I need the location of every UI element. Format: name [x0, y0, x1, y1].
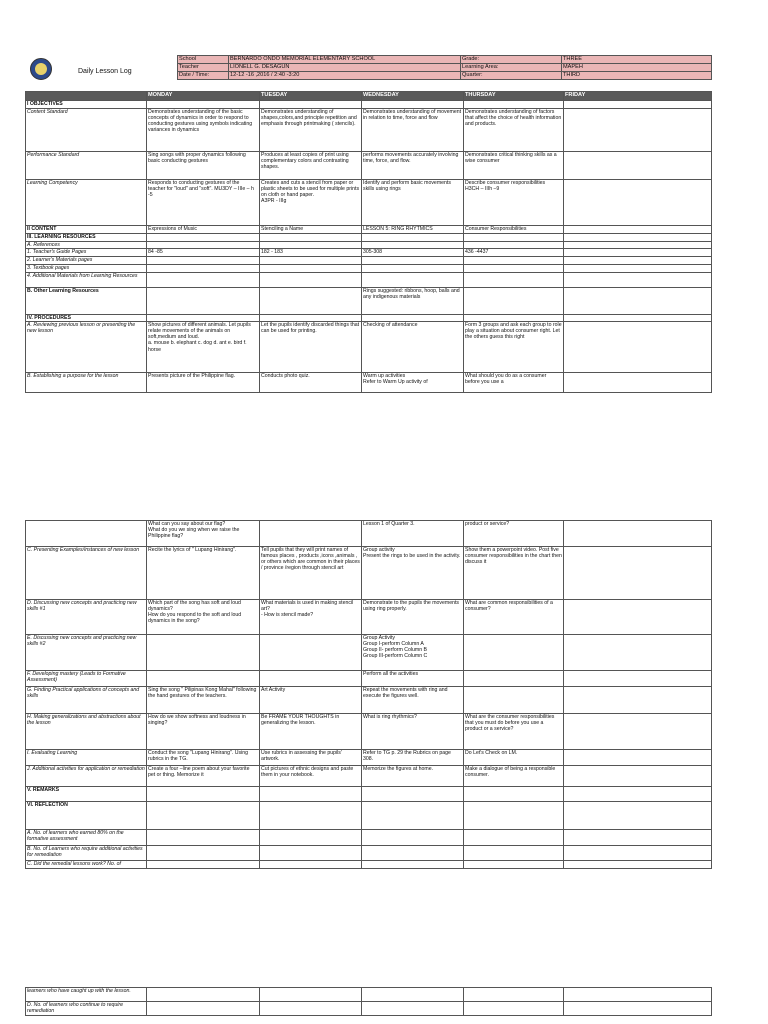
- cell-monday: [147, 830, 260, 846]
- header-blank-cell: [26, 92, 147, 101]
- row-label: Learning Competency: [26, 180, 147, 226]
- cell-monday: Presents picture of the Philippine flag.: [147, 373, 260, 393]
- cell-friday: [564, 242, 712, 249]
- cell-tuesday: [260, 521, 362, 547]
- date-label: Date / Time:: [178, 72, 229, 80]
- cell-monday: [147, 265, 260, 273]
- cell-friday: [564, 226, 712, 234]
- cell-friday: [564, 234, 712, 242]
- cell-friday: [564, 787, 712, 802]
- row-label: E. Discussing new concepts and practicing new skills #2: [26, 635, 147, 671]
- table-row: [26, 846, 712, 861]
- cell-wednesday: [362, 830, 464, 846]
- lesson-table-page-3: [25, 987, 711, 1016]
- row-label: C. Did the remedial lessons work? No. of: [26, 861, 147, 869]
- row-label: D. Discussing new concepts and practicing new skills #1: [26, 600, 147, 635]
- cell-wednesday: [362, 802, 464, 830]
- cell-tuesday: [260, 988, 362, 1002]
- cell-tuesday: [260, 288, 362, 315]
- cell-thursday: Demonstrates critical thinking skills as a wise consumer: [464, 152, 564, 180]
- cell-thursday: Do Let's Check on LM.: [464, 750, 564, 766]
- day-header-row: [26, 92, 712, 101]
- cell-friday: [564, 547, 712, 600]
- table-row: [26, 109, 712, 152]
- row-label: V. REMARKS: [26, 787, 147, 802]
- cell-tuesday: Let the pupils identify discarded things that can be used for printing.: [260, 322, 362, 373]
- cell-wednesday: [362, 1002, 464, 1016]
- cell-thursday: [464, 265, 564, 273]
- cell-monday: [147, 101, 260, 109]
- table-row: [26, 750, 712, 766]
- row-label: II CONTENT: [26, 226, 147, 234]
- day-header-wednesday: WEDNESDAY: [362, 92, 464, 101]
- cell-tuesday: [260, 635, 362, 671]
- cell-friday: [564, 1002, 712, 1016]
- cell-friday: [564, 152, 712, 180]
- cell-friday: [564, 750, 712, 766]
- cell-wednesday: Lesson 1 of Quarter 3.: [362, 521, 464, 547]
- cell-monday: Create a four –line poem about your favorite pet or thing. Memorize it: [147, 766, 260, 787]
- row-label: 1. Teacher's Guide Pages: [26, 249, 147, 257]
- cell-friday: [564, 521, 712, 547]
- cell-monday: Sing the song " Pilipinas Kong Mahal" following the hand gestures of the teachers.: [147, 687, 260, 714]
- row-label: Content Standard: [26, 109, 147, 152]
- document-title: Daily Lesson Log: [78, 68, 132, 75]
- table-row: [26, 521, 712, 547]
- cell-thursday: [464, 861, 564, 869]
- cell-tuesday: [260, 315, 362, 322]
- cell-thursday: What are the consumer responsibilities that you must do before you use a product or a service?: [464, 714, 564, 750]
- cell-thursday: [464, 787, 564, 802]
- cell-wednesday: Checking of attendance: [362, 322, 464, 373]
- table-row: [26, 373, 712, 393]
- cell-wednesday: [362, 101, 464, 109]
- cell-monday: What can you say about our flag? What do you we sing when we raise the Philippine flag?: [147, 521, 260, 547]
- cell-friday: [564, 846, 712, 861]
- table-row: [26, 101, 712, 109]
- cell-friday: [564, 109, 712, 152]
- table-row: [26, 234, 712, 242]
- cell-friday: [564, 322, 712, 373]
- table-row: [26, 265, 712, 273]
- table-row: [26, 273, 712, 288]
- cell-wednesday: Group Activity Group I-perform Column A Group II- perform Column B Group III-perform Column C: [362, 635, 464, 671]
- cell-tuesday: [260, 787, 362, 802]
- cell-monday: Expressions of Music: [147, 226, 260, 234]
- cell-monday: [147, 1002, 260, 1016]
- teacher-label: Teacher: [178, 64, 229, 72]
- cell-tuesday: [260, 273, 362, 288]
- table-row: [26, 152, 712, 180]
- cell-monday: [147, 671, 260, 687]
- cell-wednesday: What is ring rhythmics?: [362, 714, 464, 750]
- table-row: [26, 802, 712, 830]
- cell-wednesday: [362, 787, 464, 802]
- row-label: A. No. of learners who earned 80% on the formative assessment: [26, 830, 147, 846]
- cell-wednesday: Repeat the movements with ring and execute the figures well.: [362, 687, 464, 714]
- cell-thursday: [464, 101, 564, 109]
- cell-thursday: [464, 846, 564, 861]
- row-label: 3. Textbook pages: [26, 265, 147, 273]
- cell-thursday: [464, 671, 564, 687]
- row-label: IV. PROCEDURES: [26, 315, 147, 322]
- cell-monday: [147, 787, 260, 802]
- cell-monday: [147, 288, 260, 315]
- cell-tuesday: Use rubrics in assessing the pupils' artwork.: [260, 750, 362, 766]
- learning-area-value: MAPEH: [562, 64, 712, 72]
- cell-tuesday: [260, 101, 362, 109]
- cell-tuesday: Art Activity: [260, 687, 362, 714]
- learning-area-label: Learning Area:: [461, 64, 562, 72]
- row-label: B. Establishing a purpose for the lesson: [26, 373, 147, 393]
- deped-seal-logo: [30, 58, 52, 80]
- cell-monday: Recite the lyrics of " Lupang Hinirang".: [147, 547, 260, 600]
- cell-wednesday: Demonstrates understanding of movement in relation to time, force and flow: [362, 109, 464, 152]
- cell-wednesday: [362, 861, 464, 869]
- row-label: [26, 521, 147, 547]
- cell-friday: [564, 687, 712, 714]
- quarter-label: Quarter:: [461, 72, 562, 80]
- row-label: G. Finding Practical applications of concepts and skills: [26, 687, 147, 714]
- cell-thursday: [464, 288, 564, 315]
- cell-wednesday: Memorize the figures at home.: [362, 766, 464, 787]
- cell-friday: [564, 265, 712, 273]
- cell-thursday: [464, 635, 564, 671]
- lesson-table-page-2: [25, 520, 711, 869]
- cell-monday: Which part of the song has soft and loud dynamics? How do you respond to the soft and loud dynamics in the song?: [147, 600, 260, 635]
- cell-wednesday: Perform all the activities: [362, 671, 464, 687]
- cell-friday: [564, 988, 712, 1002]
- table-row: [26, 787, 712, 802]
- table-row: [26, 988, 712, 1002]
- table-row: [26, 180, 712, 226]
- cell-thursday: Make a dialogue of being a responsible consumer.: [464, 766, 564, 787]
- table-row: [26, 226, 712, 234]
- cell-tuesday: [260, 234, 362, 242]
- grade-value: THREE: [562, 56, 712, 64]
- cell-monday: [147, 861, 260, 869]
- cell-wednesday: performs movements accurately involving time, force, and flow.: [362, 152, 464, 180]
- cell-wednesday: [362, 846, 464, 861]
- school-value: BERNARDO ONDO MEMORIAL ELEMENTARY SCHOOL: [229, 56, 461, 64]
- cell-friday: [564, 315, 712, 322]
- cell-monday: Conduct the song "Lupang Hinirang". Using rubrics in the TG.: [147, 750, 260, 766]
- table-row: [26, 687, 712, 714]
- cell-wednesday: [362, 315, 464, 322]
- quarter-value: THIRD: [562, 72, 712, 80]
- cell-monday: 84 -85: [147, 249, 260, 257]
- cell-wednesday: 305-308: [362, 249, 464, 257]
- cell-friday: [564, 802, 712, 830]
- cell-monday: [147, 242, 260, 249]
- cell-tuesday: Be FRAME YOUR THOUGHTS in generalizing the lesson.: [260, 714, 362, 750]
- cell-tuesday: 182 - 183: [260, 249, 362, 257]
- cell-thursday: [464, 234, 564, 242]
- cell-friday: [564, 101, 712, 109]
- table-row: [26, 242, 712, 249]
- table-row: [26, 322, 712, 373]
- cell-wednesday: Warm up activities Refer to Warm Up activity of: [362, 373, 464, 393]
- cell-thursday: [464, 988, 564, 1002]
- cell-tuesday: Demonstrates understanding of shapes,colors,and principle repetition and emphasis through printmaking ( stencils).: [260, 109, 362, 152]
- cell-friday: [564, 273, 712, 288]
- cell-tuesday: Stenciling a Name: [260, 226, 362, 234]
- cell-monday: [147, 273, 260, 288]
- cell-tuesday: [260, 802, 362, 830]
- cell-tuesday: [260, 830, 362, 846]
- cell-thursday: [464, 1002, 564, 1016]
- cell-tuesday: What materials is used in making stencil art? - How is stencil made?: [260, 600, 362, 635]
- cell-thursday: [464, 242, 564, 249]
- table-row: [26, 288, 712, 315]
- table-row: [26, 547, 712, 600]
- cell-friday: [564, 257, 712, 265]
- row-label: B. No. of Learners who require additional activities for remediation: [26, 846, 147, 861]
- cell-thursday: What are common responsibilities of a consumer?: [464, 600, 564, 635]
- cell-wednesday: LESSON 5: RING RHYTMICS: [362, 226, 464, 234]
- cell-wednesday: [362, 234, 464, 242]
- row-label: D. No. of learners who continue to require remediation: [26, 1002, 147, 1016]
- row-label: B. Other Learning Resources: [26, 288, 147, 315]
- cell-tuesday: Produces at least copies of print using complementary colors and contrasting shapes.: [260, 152, 362, 180]
- cell-tuesday: [260, 265, 362, 273]
- cell-wednesday: Group activity Present the rings to be used in the activity.: [362, 547, 464, 600]
- cell-thursday: Consumer Responsibilities: [464, 226, 564, 234]
- cell-wednesday: Rings suggested: ribbons, hoop, balls and any indigenous materials: [362, 288, 464, 315]
- cell-friday: [564, 861, 712, 869]
- row-label: III. LEARNING RESOURCES: [26, 234, 147, 242]
- cell-thursday: 436 -4437: [464, 249, 564, 257]
- cell-monday: [147, 315, 260, 322]
- row-label: VI. REFLECTION: [26, 802, 147, 830]
- cell-friday: [564, 249, 712, 257]
- cell-monday: How do we show softness and loudness in singing?: [147, 714, 260, 750]
- cell-thursday: Form 3 groups and ask each group to role play a situation about consumer right. Let the others guess this right: [464, 322, 564, 373]
- cell-wednesday: [362, 242, 464, 249]
- cell-thursday: Show them a powerpoint video. Post five consumer responsibilities in the chart then discuss it: [464, 547, 564, 600]
- cell-tuesday: [260, 846, 362, 861]
- row-label: H. Making generalizations and abstractions about the lesson: [26, 714, 147, 750]
- table-row: [26, 600, 712, 635]
- day-header-thursday: THURSDAY: [464, 92, 564, 101]
- cell-thursday: [464, 802, 564, 830]
- cell-wednesday: [362, 988, 464, 1002]
- cell-monday: Sing songs with proper dynamics following basic conducting gestures: [147, 152, 260, 180]
- cell-tuesday: [260, 671, 362, 687]
- day-header-tuesday: TUESDAY: [260, 92, 362, 101]
- row-label: I OBJECTIVES: [26, 101, 147, 109]
- header-info-table: [177, 55, 711, 80]
- table-row: [26, 257, 712, 265]
- row-label: C. Presenting Examples/instances of new lesson: [26, 547, 147, 600]
- cell-tuesday: Tell pupils that they will print names of famous places , products ,icons ,animals , or others which are common in their places / province /region through stencil art: [260, 547, 362, 600]
- cell-monday: [147, 988, 260, 1002]
- day-header-friday: FRIDAY: [564, 92, 712, 101]
- cell-monday: [147, 257, 260, 265]
- row-label: learners who have caught up with the lesson.: [26, 988, 147, 1002]
- cell-thursday: What should you do as a consumer before you use a: [464, 373, 564, 393]
- lesson-table-page-1: [25, 91, 711, 393]
- cell-thursday: product or service?: [464, 521, 564, 547]
- cell-tuesday: [260, 257, 362, 265]
- row-label: 4. Additional Materials from Learning Resources: [26, 273, 147, 288]
- table-row: [26, 830, 712, 846]
- day-header-monday: MONDAY: [147, 92, 260, 101]
- date-value: 12-12 -16 ,2016 / 2:40 -3:20: [229, 72, 461, 80]
- row-label: A. References: [26, 242, 147, 249]
- cell-thursday: Demonstrates understanding of factors that affect the choice of health information and products.: [464, 109, 564, 152]
- cell-thursday: [464, 830, 564, 846]
- cell-tuesday: Creates and cuts a stencil from paper or plastic sheets to be used for multiple prints on cloth or hand paper. A3PR - IIIg: [260, 180, 362, 226]
- cell-friday: [564, 600, 712, 635]
- cell-friday: [564, 714, 712, 750]
- cell-wednesday: [362, 257, 464, 265]
- cell-monday: Demonstrates understanding of the basic concepts of dynamics in order to respond to conducting gestures using symbols indicating variances in dynamics: [147, 109, 260, 152]
- row-label: A. Reviewing previous lesson or presenting the new lesson: [26, 322, 147, 373]
- table-row: [26, 714, 712, 750]
- cell-friday: [564, 766, 712, 787]
- cell-friday: [564, 635, 712, 671]
- cell-thursday: [464, 315, 564, 322]
- cell-tuesday: [260, 861, 362, 869]
- cell-thursday: [464, 273, 564, 288]
- table-row: [26, 766, 712, 787]
- cell-monday: [147, 802, 260, 830]
- grade-label: Grade:: [461, 56, 562, 64]
- school-label: School: [178, 56, 229, 64]
- table-row: [26, 315, 712, 322]
- cell-tuesday: Conducts photo quiz.: [260, 373, 362, 393]
- row-label: I. Evaluating Learning: [26, 750, 147, 766]
- cell-tuesday: [260, 242, 362, 249]
- cell-wednesday: [362, 273, 464, 288]
- cell-thursday: Describe consumer responsibilities H3CH – IIIh –9: [464, 180, 564, 226]
- row-label: Performance Standard: [26, 152, 147, 180]
- cell-tuesday: [260, 1002, 362, 1016]
- cell-wednesday: [362, 265, 464, 273]
- cell-thursday: [464, 257, 564, 265]
- table-row: [26, 861, 712, 869]
- table-row: [26, 635, 712, 671]
- cell-friday: [564, 180, 712, 226]
- cell-monday: [147, 846, 260, 861]
- cell-monday: Show pictures of different animals. Let pupils relate movements of the animals on soft,medium and loud. a. mouse b. elephant c. dog d. ant e. bird f. horse: [147, 322, 260, 373]
- row-label: J. Additional activities for application or remediation: [26, 766, 147, 787]
- table-row: [26, 671, 712, 687]
- row-label: 2. Learner's Materials pages: [26, 257, 147, 265]
- cell-monday: [147, 635, 260, 671]
- cell-friday: [564, 288, 712, 315]
- cell-monday: [147, 234, 260, 242]
- row-label: F. Developing mastery (Leads to Formative Assessment): [26, 671, 147, 687]
- cell-wednesday: Identify and perform basic movements skills using rings: [362, 180, 464, 226]
- teacher-value: LIONELL G. DESAGUN: [229, 64, 461, 72]
- table-row: [26, 1002, 712, 1016]
- cell-tuesday: Cut pictures of ethnic designs and paste them in your notebook.: [260, 766, 362, 787]
- cell-friday: [564, 830, 712, 846]
- cell-thursday: [464, 687, 564, 714]
- cell-wednesday: Refer to TG p. 29 the Rubrics on page 308.: [362, 750, 464, 766]
- cell-monday: Responds to conducting gestures of the teacher for "loud" and "soft". MU3DY – IIIe – h -5: [147, 180, 260, 226]
- cell-wednesday: Demonstrate to the pupils the movements using ring properly.: [362, 600, 464, 635]
- cell-friday: [564, 671, 712, 687]
- cell-friday: [564, 373, 712, 393]
- table-row: [26, 249, 712, 257]
